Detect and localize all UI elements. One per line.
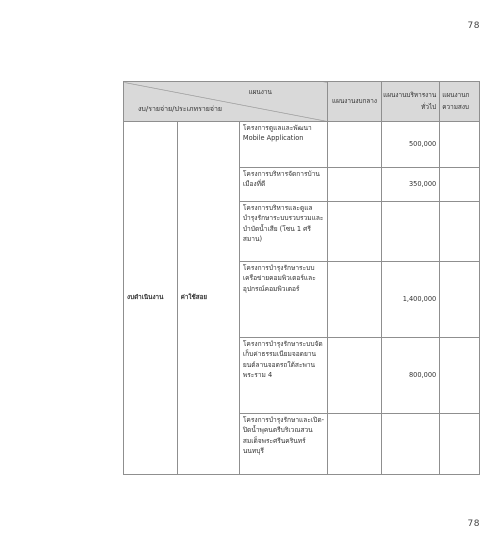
table-header-row	[124, 82, 480, 122]
expense-type-cell: ค่าใช้สอย	[177, 122, 239, 475]
general-amount-cell: 1,400,000	[382, 262, 440, 338]
budget-type-cell: งบดำเนินงาน	[124, 122, 178, 475]
project-cell: โครงการบำรุงรักษาและเปิด-ปิดน้ำพุคนตรีบริเวณสวนสมเด็จพระศรีนครินทร์ นนทบุรี	[239, 414, 327, 475]
header-partial-line1: แผนงานก	[442, 91, 470, 100]
header-central-plan	[327, 82, 381, 122]
general-amount-cell	[382, 414, 440, 475]
budget-table	[123, 81, 480, 475]
project-cell: โครงการบำรุงรักษาระบบเครือข่ายคอมพิวเตอร์และอุปกรณ์คอมพิวเตอร์	[239, 262, 327, 338]
general-amount-cell: 350,000	[382, 168, 440, 202]
central-amount-cell	[327, 168, 381, 202]
general-amount-cell: 800,000	[382, 338, 440, 414]
central-amount-cell	[327, 262, 381, 338]
partial-amount-cell	[440, 202, 480, 262]
page-number-bottom: 78	[467, 519, 480, 529]
header-partial-plan	[440, 82, 480, 122]
partial-amount-cell	[440, 122, 480, 168]
header-plan-label: แผนงาน	[248, 88, 272, 96]
header-central-plan-label: แผนงานงบกลาง	[332, 97, 377, 106]
header-general-admin-line1: แผนงานบริหารงาน	[383, 91, 437, 100]
general-amount-cell: 500,000	[382, 122, 440, 168]
partial-amount-cell	[440, 168, 480, 202]
table-row	[124, 122, 480, 168]
central-amount-cell	[327, 122, 381, 168]
partial-amount-cell	[440, 262, 480, 338]
project-cell: โครงการดูแลและพัฒนา Mobile Application	[239, 122, 327, 168]
header-partial-line2: ความสงบ	[442, 102, 469, 111]
partial-amount-cell	[440, 414, 480, 475]
header-general-admin-line2: ทั่วไป	[421, 102, 437, 111]
project-cell: โครงการบำรุงรักษาระบบจัดเก็บค่าธรรมเนียมจอดยานยนต์ลานจอดรถใต้สะพานพระราม 4	[239, 338, 327, 414]
central-amount-cell	[327, 414, 381, 475]
partial-amount-cell	[440, 338, 480, 414]
central-amount-cell	[327, 338, 381, 414]
page-number-top: 78	[467, 21, 480, 31]
project-cell: โครงการบริหารและดูแลบำรุงรักษาระบบรวบรวมและบำบัดน้ำเสีย (โซน 1 ศรีสมาน)	[239, 202, 327, 262]
general-amount-cell	[382, 202, 440, 262]
header-plan-category-cell	[124, 82, 328, 122]
header-category-label: งบ/รายจ่าย/ประเภทรายจ่าย	[138, 104, 223, 113]
central-amount-cell	[327, 202, 381, 262]
header-general-admin-plan	[382, 82, 440, 122]
project-cell: โครงการบริหารจัดการบ้านเมืองที่ดี	[239, 168, 327, 202]
